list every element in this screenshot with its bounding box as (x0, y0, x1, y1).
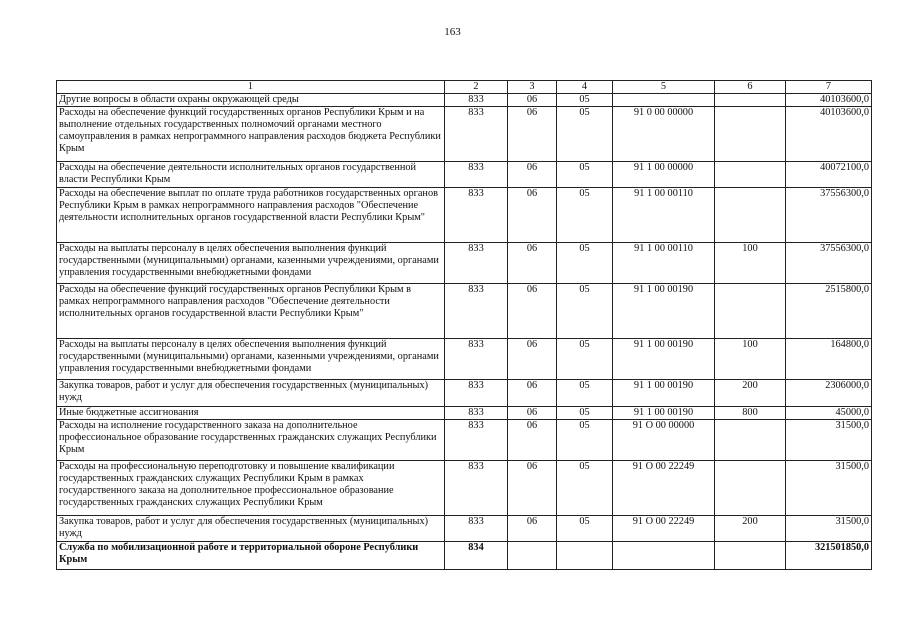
cell-col2: 833 (445, 284, 508, 339)
cell-col4: 05 (557, 407, 613, 420)
cell-col4: 05 (557, 188, 613, 243)
row-amount: 2306000,0 (786, 380, 872, 407)
row-name: Служба по мобилизационной работе и территориальной обороне Республики Крым (57, 542, 445, 570)
budget-table (56, 80, 872, 570)
row-amount: 31500,0 (786, 516, 872, 542)
table-row (57, 284, 872, 339)
cell-col6 (715, 284, 786, 339)
cell-col5: 91 1 00 00110 (613, 188, 715, 243)
column-header: 5 (613, 81, 715, 94)
table-row (57, 461, 872, 516)
row-amount: 37556300,0 (786, 243, 872, 284)
cell-col4: 05 (557, 420, 613, 461)
cell-col3: 06 (508, 162, 557, 188)
cell-col6 (715, 542, 786, 570)
column-header: 2 (445, 81, 508, 94)
row-name: Расходы на обеспечение выплат по оплате труда работников государственных органов Республики Крым в рамках непрограммного направления расходов "Обеспечение деятельности исполнительных органов государственной власти Республики Крым" (57, 188, 445, 243)
cell-col6 (715, 461, 786, 516)
row-amount: 45000,0 (786, 407, 872, 420)
table-row (57, 380, 872, 407)
column-header: 3 (508, 81, 557, 94)
row-amount: 31500,0 (786, 420, 872, 461)
cell-col3: 06 (508, 94, 557, 107)
cell-col5: 91 1 00 00190 (613, 339, 715, 380)
table-row (57, 542, 872, 570)
row-name: Расходы на обеспечение функций государственных органов Республики Крым в рамках непрограммного направления расходов "Обеспечение деятельности исполнительных органов государственной власти Республики Крым" (57, 284, 445, 339)
cell-col3: 06 (508, 420, 557, 461)
cell-col4: 05 (557, 162, 613, 188)
cell-col4: 05 (557, 380, 613, 407)
cell-col3: 06 (508, 407, 557, 420)
cell-col5 (613, 94, 715, 107)
cell-col6: 200 (715, 380, 786, 407)
cell-col6: 100 (715, 243, 786, 284)
cell-col6 (715, 94, 786, 107)
cell-col4: 05 (557, 339, 613, 380)
row-name: Закупка товаров, работ и услуг для обеспечения государственных (муниципальных) нужд (57, 516, 445, 542)
cell-col5: 91 О 00 00000 (613, 420, 715, 461)
cell-col5: 91 О 00 22249 (613, 461, 715, 516)
cell-col3: 06 (508, 380, 557, 407)
cell-col5: 91 1 00 00190 (613, 380, 715, 407)
cell-col6: 100 (715, 339, 786, 380)
row-amount: 40103600,0 (786, 107, 872, 162)
cell-col4: 05 (557, 284, 613, 339)
cell-col4: 05 (557, 516, 613, 542)
cell-col2: 833 (445, 162, 508, 188)
cell-col5: 91 О 00 22249 (613, 516, 715, 542)
table-row (57, 188, 872, 243)
row-amount: 164800,0 (786, 339, 872, 380)
cell-col2: 833 (445, 407, 508, 420)
cell-col5: 91 0 00 00000 (613, 107, 715, 162)
table-row (57, 162, 872, 188)
header-row (57, 81, 872, 94)
column-header: 6 (715, 81, 786, 94)
table-row (57, 407, 872, 420)
row-name: Расходы на обеспечение функций государственных органов Республики Крым и на выполнение отдельных государственных полномочий органами местного самоуправления в рамках непрограммного направления расходов бюджета Республики Крым (57, 107, 445, 162)
cell-col5: 91 1 00 00000 (613, 162, 715, 188)
cell-col2: 833 (445, 339, 508, 380)
cell-col2: 833 (445, 516, 508, 542)
cell-col3: 06 (508, 339, 557, 380)
cell-col6 (715, 188, 786, 243)
cell-col2: 833 (445, 461, 508, 516)
cell-col6 (715, 107, 786, 162)
row-name: Расходы на обеспечение деятельности исполнительных органов государственной власти Республики Крым (57, 162, 445, 188)
cell-col2: 833 (445, 94, 508, 107)
cell-col3: 06 (508, 461, 557, 516)
row-name: Другие вопросы в области охраны окружающей среды (57, 94, 445, 107)
table-row (57, 243, 872, 284)
table-row (57, 107, 872, 162)
cell-col6 (715, 420, 786, 461)
table-row (57, 420, 872, 461)
cell-col3: 06 (508, 107, 557, 162)
cell-col3: 06 (508, 284, 557, 339)
page-number: 163 (444, 26, 461, 38)
cell-col2: 833 (445, 380, 508, 407)
cell-col5: 91 1 00 00190 (613, 284, 715, 339)
cell-col6: 800 (715, 407, 786, 420)
cell-col5: 91 1 00 00190 (613, 407, 715, 420)
cell-col4 (557, 542, 613, 570)
cell-col6 (715, 162, 786, 188)
cell-col4: 05 (557, 94, 613, 107)
cell-col2: 833 (445, 107, 508, 162)
cell-col2: 834 (445, 542, 508, 570)
row-amount: 321501850,0 (786, 542, 872, 570)
table-row (57, 516, 872, 542)
column-header: 4 (557, 81, 613, 94)
cell-col2: 833 (445, 188, 508, 243)
cell-col4: 05 (557, 243, 613, 284)
cell-col5: 91 1 00 00110 (613, 243, 715, 284)
cell-col3: 06 (508, 243, 557, 284)
cell-col4: 05 (557, 107, 613, 162)
cell-col4: 05 (557, 461, 613, 516)
column-header: 7 (786, 81, 872, 94)
row-amount: 31500,0 (786, 461, 872, 516)
row-name: Иные бюджетные ассигнования (57, 407, 445, 420)
cell-col6: 200 (715, 516, 786, 542)
table-body (57, 94, 872, 570)
column-header: 1 (57, 81, 445, 94)
row-name: Расходы на выплаты персоналу в целях обеспечения выполнения функций государственными (муниципальными) органами, казенными учреждениями, органами управления государственными внебюджетными фондами (57, 339, 445, 380)
row-amount: 40072100,0 (786, 162, 872, 188)
row-name: Расходы на профессиональную переподготовку и повышение квалификации государственных гражданских служащих Республики Крым в рамках государственного заказа на дополнительное профессиональное образование государственных гражданских служащих Республики Крым (57, 461, 445, 516)
row-name: Расходы на исполнение государственного заказа на дополнительное профессиональное образование государственных гражданских служащих Республики Крым (57, 420, 445, 461)
cell-col3: 06 (508, 188, 557, 243)
cell-col2: 833 (445, 243, 508, 284)
row-name: Расходы на выплаты персоналу в целях обеспечения выполнения функций государственными (муниципальными) органами, казенными учреждениями, органами управления государственными внебюджетными фондами (57, 243, 445, 284)
cell-col5 (613, 542, 715, 570)
cell-col3: 06 (508, 516, 557, 542)
row-amount: 2515800,0 (786, 284, 872, 339)
table-row (57, 339, 872, 380)
table-row (57, 94, 872, 107)
row-amount: 37556300,0 (786, 188, 872, 243)
row-amount: 40103600,0 (786, 94, 872, 107)
cell-col3 (508, 542, 557, 570)
row-name: Закупка товаров, работ и услуг для обеспечения государственных (муниципальных) нужд (57, 380, 445, 407)
cell-col2: 833 (445, 420, 508, 461)
